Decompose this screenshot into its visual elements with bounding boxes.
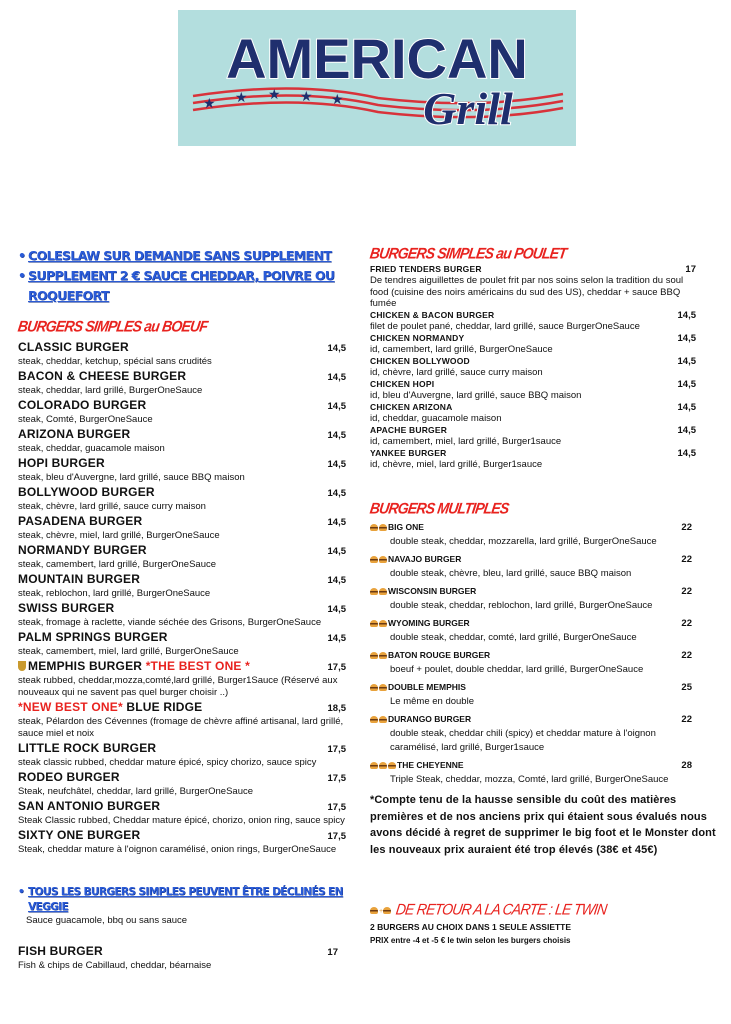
item-header <box>18 340 346 356</box>
item-name-wrap <box>18 398 146 412</box>
item-desc: steak, cheddar, guacamole maison <box>18 443 165 454</box>
item-price: 22 <box>681 618 692 629</box>
menu-item <box>18 427 346 456</box>
burger-icon <box>379 524 387 531</box>
item-desc: id, camembert, lard grillé, BurgerOneSauce <box>370 344 553 355</box>
item-desc: filet de poulet pané, cheddar, lard grillé, sauce BurgerOneSauce <box>370 321 640 332</box>
item-price: 14,5 <box>327 546 346 557</box>
item-name: HOPI BURGER <box>18 456 105 470</box>
item-header <box>370 616 692 631</box>
item-name: BOLLYWOOD BURGER <box>18 485 155 499</box>
menu-item <box>370 648 692 680</box>
twin-title: DE RETOUR A LA CARTE : LE TWIN <box>394 900 608 918</box>
item-desc: steak, fromage à raclette, viande séchée des Grisons, BurgerOneSauce <box>18 617 322 628</box>
logo-line2: Grill <box>423 83 513 134</box>
item-header <box>18 659 346 675</box>
burger-icon <box>370 524 378 531</box>
item-price: 14,5 <box>327 604 346 615</box>
item-name-wrap <box>370 333 464 344</box>
item-price: 17,5 <box>327 802 346 813</box>
item-name-wrap <box>18 456 105 470</box>
item-price: 14,5 <box>327 633 346 644</box>
burger-icon <box>379 652 387 659</box>
item-header <box>370 310 696 321</box>
item-desc: Steak, neufchâtel, cheddar, lard grillé, BurgerOneSauce <box>18 786 254 797</box>
item-desc: Steak Classic rubbed, Cheddar mature épicé, chorizo, onion ring, sauce spicy <box>18 815 345 826</box>
american-grill-logo <box>178 10 576 146</box>
poulet-title: BURGERS SIMPLES au POULET <box>368 244 568 262</box>
item-header <box>370 402 696 413</box>
item-header <box>18 398 346 414</box>
menu-item <box>370 356 696 379</box>
item-desc: id, chèvre, miel, lard grillé, Burger1sauce <box>370 459 543 470</box>
menu-item <box>18 601 346 630</box>
fish-section <box>18 944 338 973</box>
svg-text:★: ★ <box>235 90 248 106</box>
item-name-wrap <box>370 264 482 275</box>
item-desc: double steak, chèvre, bleu, lard grillé, sauce BBQ maison <box>390 568 632 579</box>
menu-item <box>370 264 696 310</box>
item-price: 14,5 <box>677 448 696 459</box>
item-name: WYOMING BURGER <box>388 618 470 628</box>
item-name: SWISS BURGER <box>18 601 115 615</box>
item-header <box>18 543 346 559</box>
menu-item <box>370 712 692 758</box>
item-name-wrap <box>370 712 471 726</box>
multiples-title: BURGERS MULTIPLES <box>368 499 510 517</box>
item-name-wrap <box>370 648 490 662</box>
svg-text:★: ★ <box>268 87 281 103</box>
item-header <box>18 770 346 786</box>
item-name-wrap <box>18 572 140 586</box>
menu-item <box>18 700 346 741</box>
burger-icon <box>379 684 387 691</box>
item-price: 14,5 <box>677 379 696 390</box>
burger-icon <box>379 588 387 595</box>
item-header <box>370 425 696 436</box>
item-name: NORMANDY BURGER <box>18 543 147 557</box>
item-desc: steak, cheddar, lard grillé, BurgerOneSauce <box>18 385 203 396</box>
item-price: 14,5 <box>327 575 346 586</box>
veggie-desc: Sauce guacamole, bbq ou sans sauce <box>26 915 188 926</box>
item-desc: steak rubbed, cheddar,mozza,comté,lard grillé, Burger1Sauce (Réservé aux nouveaux qui ne savent pas quel burger choisir ..) <box>18 675 338 698</box>
item-price: 14,5 <box>327 343 346 354</box>
item-name: CHICKEN ARIZONA <box>370 402 453 412</box>
item-name: SAN ANTONIO BURGER <box>18 799 161 813</box>
menu-item <box>370 758 692 790</box>
menu-item <box>370 552 692 584</box>
item-header <box>370 356 696 367</box>
item-name: THE CHEYENNE <box>397 760 464 770</box>
item-header <box>370 448 696 459</box>
burger-icon <box>379 762 387 769</box>
item-name: PALM SPRINGS BURGER <box>18 630 168 644</box>
item-name-wrap <box>18 770 120 784</box>
item-price: 22 <box>681 714 692 725</box>
item-price: 25 <box>681 682 692 693</box>
item-name: DURANGO BURGER <box>388 714 472 724</box>
item-name-wrap <box>370 356 470 367</box>
item-desc: id, bleu d'Auvergne, lard grillé, sauce BBQ maison <box>370 390 582 401</box>
best-one-tag: *NEW BEST ONE* <box>18 700 123 714</box>
item-price: 28 <box>681 760 692 771</box>
svg-text:★: ★ <box>300 89 313 105</box>
item-header <box>18 485 346 501</box>
veggie-section <box>18 885 348 927</box>
burger-icon <box>370 556 378 563</box>
item-header <box>18 369 346 385</box>
menu-item <box>370 379 696 402</box>
item-header <box>370 648 692 663</box>
item-price: 22 <box>681 554 692 565</box>
item-name-wrap <box>18 514 142 528</box>
burger-plus-burger-icon: + <box>370 900 392 918</box>
menu-item <box>18 543 346 572</box>
item-desc: double steak, cheddar, comté, lard grillé, BurgerOneSauce <box>390 632 637 643</box>
veggie-notice: • TOUS LES BURGERS SIMPLES PEUVENT ÊTRE DÉCLINÉS EN VEGGIE <box>18 885 348 915</box>
item-price: 18,5 <box>327 703 346 714</box>
item-name-wrap <box>18 601 114 615</box>
item-name: NAVAJO BURGER <box>388 554 462 564</box>
menu-item <box>18 514 346 543</box>
burger-icon <box>379 556 387 563</box>
notice-coleslaw: • COLESLAW SUR DEMANDE SANS SUPPLEMENT <box>18 246 358 266</box>
item-desc: id, cheddar, guacamole maison <box>370 413 502 424</box>
item-name-wrap <box>18 340 129 354</box>
best-one-tag: *THE BEST ONE * <box>145 659 251 673</box>
item-header <box>18 601 346 617</box>
item-name-wrap <box>18 741 156 755</box>
twin-line2: PRIX entre -4 et -5 € le twin selon les burgers choisis <box>370 936 571 945</box>
item-desc: double steak, cheddar chili (spicy) et cheddar mature à l'oignon caramélisé, lard grillé, Burger1sauce <box>390 728 656 753</box>
menu-item <box>370 584 692 616</box>
burger-icon <box>370 716 378 723</box>
item-desc: steak, Comté, BurgerOneSauce <box>18 414 153 425</box>
item-desc: steak, reblochon, lard grillé, BurgerOneSauce <box>18 588 211 599</box>
menu-item <box>370 680 692 712</box>
item-name-wrap <box>370 379 434 390</box>
menu-item <box>18 741 346 770</box>
item-name-wrap <box>370 552 461 566</box>
poulet-section <box>370 245 696 471</box>
item-desc: steak classic rubbed, cheddar mature épicé, spicy chorizo, sauce spicy <box>18 757 317 768</box>
burger-icon <box>379 620 387 627</box>
item-price: 22 <box>681 522 692 533</box>
item-header <box>370 712 692 727</box>
twin-section <box>370 900 726 947</box>
burger-icon <box>370 762 378 769</box>
item-desc: Fish & chips de Cabillaud, cheddar, béarnaise <box>18 960 212 971</box>
item-price: 14,5 <box>677 356 696 367</box>
menu-item <box>370 402 696 425</box>
item-desc: id, chèvre, lard grillé, sauce curry maison <box>370 367 543 378</box>
item-price: 22 <box>681 650 692 661</box>
item-desc: Steak, cheddar mature à l'oignon caramélisé, onion rings, BurgerOneSauce <box>18 844 337 855</box>
item-header <box>370 520 692 535</box>
item-name-wrap <box>370 520 424 534</box>
item-name: MEMPHIS BURGER <box>28 659 143 673</box>
menu-item <box>18 456 346 485</box>
item-name-wrap <box>370 584 476 598</box>
item-name-wrap <box>370 425 447 436</box>
item-name: DOUBLE MEMPHIS <box>388 682 466 692</box>
item-name: CHICKEN & BACON BURGER <box>370 310 495 320</box>
item-name: CLASSIC BURGER <box>18 340 129 354</box>
item-header <box>18 456 346 472</box>
item-header <box>18 514 346 530</box>
item-header <box>370 379 696 390</box>
burger-icon <box>370 684 378 691</box>
item-price: 14,5 <box>677 425 696 436</box>
item-price: 14,5 <box>677 402 696 413</box>
item-name: BACON & CHEESE BURGER <box>18 369 187 383</box>
item-price: 14,5 <box>327 459 346 470</box>
burger-icon <box>370 652 378 659</box>
burger-icon <box>388 762 396 769</box>
trophy-icon <box>18 661 26 671</box>
item-name-wrap <box>18 427 130 441</box>
item-header <box>18 828 346 844</box>
svg-text:★: ★ <box>203 96 216 112</box>
item-name: CHICKEN BOLLYWOOD <box>370 356 470 366</box>
burger-icon <box>379 716 387 723</box>
item-price: 22 <box>681 586 692 597</box>
item-name: BIG ONE <box>388 522 424 532</box>
item-name-wrap <box>18 485 155 499</box>
item-name: CHICKEN HOPI <box>370 379 435 389</box>
item-desc: double steak, cheddar, mozzarella, lard grillé, BurgerOneSauce <box>390 536 657 547</box>
price-note: *Compte tenu de la hausse sensible du coût des matières premières et de nos anciens prix qui étaient sous évalués nous avons décidé à regret de supprimer le big foot et le Monster dont les nouveaux prix auraient été trop élevés (38€ et 45€) <box>370 794 716 856</box>
item-name: COLORADO BURGER <box>18 398 147 412</box>
menu-item <box>18 398 346 427</box>
item-header <box>18 572 346 588</box>
item-desc: id, camembert, miel, lard grillé, Burger1sauce <box>370 436 562 447</box>
item-name: APACHE BURGER <box>370 425 448 435</box>
item-name: BLUE RIDGE <box>126 700 203 714</box>
item-price: 17,5 <box>327 773 346 784</box>
item-name-wrap <box>18 543 147 557</box>
item-name-wrap <box>370 448 446 459</box>
item-price: 14,5 <box>677 333 696 344</box>
item-desc: steak, bleu d'Auvergne, lard grillé, sauce BBQ maison <box>18 472 245 483</box>
item-name: SIXTY ONE BURGER <box>18 828 141 842</box>
item-desc: Triple Steak, cheddar, mozza, Comté, lard grillé, BurgerOneSauce <box>390 774 669 785</box>
svg-text:★: ★ <box>331 92 344 108</box>
item-name: FRIED TENDERS BURGER <box>370 264 482 274</box>
item-desc: De tendres aiguillettes de poulet frit par nos soins selon la tradition du soul food (cuisine des noirs américains du sud des US), cheddar + sauce BBQ fumée <box>370 275 684 309</box>
burger-icon <box>370 620 378 627</box>
menu-item <box>18 369 346 398</box>
item-name: PASADENA BURGER <box>18 514 143 528</box>
item-name: BATON ROUGE BURGER <box>388 650 491 660</box>
logo-line1: AMERICAN <box>226 27 528 90</box>
item-desc: Le même en double <box>390 696 474 707</box>
item-price: 14,5 <box>327 372 346 383</box>
item-desc: steak, chèvre, lard grillé, sauce curry maison <box>18 501 206 512</box>
item-header <box>370 584 692 599</box>
burger-icon <box>370 588 378 595</box>
item-desc: steak, cheddar, ketchup, spécial sans crudités <box>18 356 212 367</box>
item-name: RODEO BURGER <box>18 770 120 784</box>
item-name: LITTLE ROCK BURGER <box>18 741 157 755</box>
item-name: CHICKEN NORMANDY <box>370 333 465 343</box>
menu-item <box>370 425 696 448</box>
item-name: ARIZONA BURGER <box>18 427 131 441</box>
item-desc: boeuf + poulet, double cheddar, lard grillé, BurgerOneSauce <box>390 664 644 675</box>
menu-item <box>18 340 346 369</box>
menu-item <box>18 659 346 700</box>
item-header <box>18 700 346 716</box>
item-price: 17,5 <box>327 744 346 755</box>
item-name: WISCONSIN BURGER <box>388 586 477 596</box>
item-price: 14,5 <box>677 310 696 321</box>
item-name-wrap <box>18 700 202 714</box>
notices <box>18 246 358 306</box>
item-desc: steak, camembert, lard grillé, BurgerOneSauce <box>18 559 217 570</box>
item-name-wrap <box>18 369 186 383</box>
item-price: 14,5 <box>327 517 346 528</box>
menu-item <box>18 770 346 799</box>
menu-item <box>18 630 346 659</box>
multiples-section <box>370 500 692 790</box>
item-name-wrap <box>18 659 250 673</box>
item-header <box>370 264 696 275</box>
item-name: YANKEE BURGER <box>370 448 447 458</box>
menu-item <box>18 485 346 514</box>
item-header <box>18 741 346 757</box>
boeuf-title: BURGERS SIMPLES au BOEUF <box>16 317 209 335</box>
item-price: 17 <box>327 947 338 958</box>
item-name: FISH BURGER <box>18 944 103 958</box>
item-desc: steak, camembert, miel, lard grillé, BurgerOneSauce <box>18 646 239 657</box>
item-desc: steak, Pélardon des Cévennes (fromage de chèvre affiné artisanal, lard grillé, sauce miel et noix <box>18 716 344 739</box>
item-header <box>18 427 346 443</box>
menu-item <box>18 572 346 601</box>
item-header <box>370 680 692 695</box>
menu-item-fish-burger <box>18 944 338 973</box>
twin-line1: 2 BURGERS AU CHOIX DANS 1 SEULE ASSIETTE <box>370 922 572 932</box>
item-price: 17,5 <box>327 831 346 842</box>
item-name-wrap <box>370 758 464 772</box>
menu-item <box>18 799 346 828</box>
boeuf-section <box>18 318 346 857</box>
menu-item <box>370 333 696 356</box>
item-header <box>370 333 696 344</box>
menu-item <box>18 828 346 857</box>
item-price: 17,5 <box>327 662 346 673</box>
item-name-wrap <box>370 616 470 630</box>
notice-sauce-supplement: • SUPPLEMENT 2 € SAUCE CHEDDAR, POIVRE OU ROQUEFORT <box>18 266 358 306</box>
item-name-wrap <box>18 828 140 842</box>
item-header <box>18 799 346 815</box>
item-name-wrap <box>370 310 494 321</box>
item-name: MOUNTAIN BURGER <box>18 572 141 586</box>
menu-item <box>370 310 696 333</box>
item-header <box>370 552 692 567</box>
menu-item <box>370 448 696 471</box>
item-price: 17 <box>685 264 696 275</box>
item-price: 14,5 <box>327 401 346 412</box>
item-name-wrap <box>18 630 168 644</box>
item-price: 14,5 <box>327 488 346 499</box>
item-price: 14,5 <box>327 430 346 441</box>
item-header <box>370 758 692 773</box>
menu-item <box>370 616 692 648</box>
menu-item <box>370 520 692 552</box>
item-name-wrap <box>18 799 160 813</box>
item-name-wrap <box>370 680 466 694</box>
item-header <box>18 630 346 646</box>
item-desc: steak, chèvre, miel, lard grillé, BurgerOneSauce <box>18 530 220 541</box>
item-desc: double steak, cheddar, reblochon, lard grillé, BurgerOneSauce <box>390 600 653 611</box>
item-name-wrap <box>370 402 453 413</box>
